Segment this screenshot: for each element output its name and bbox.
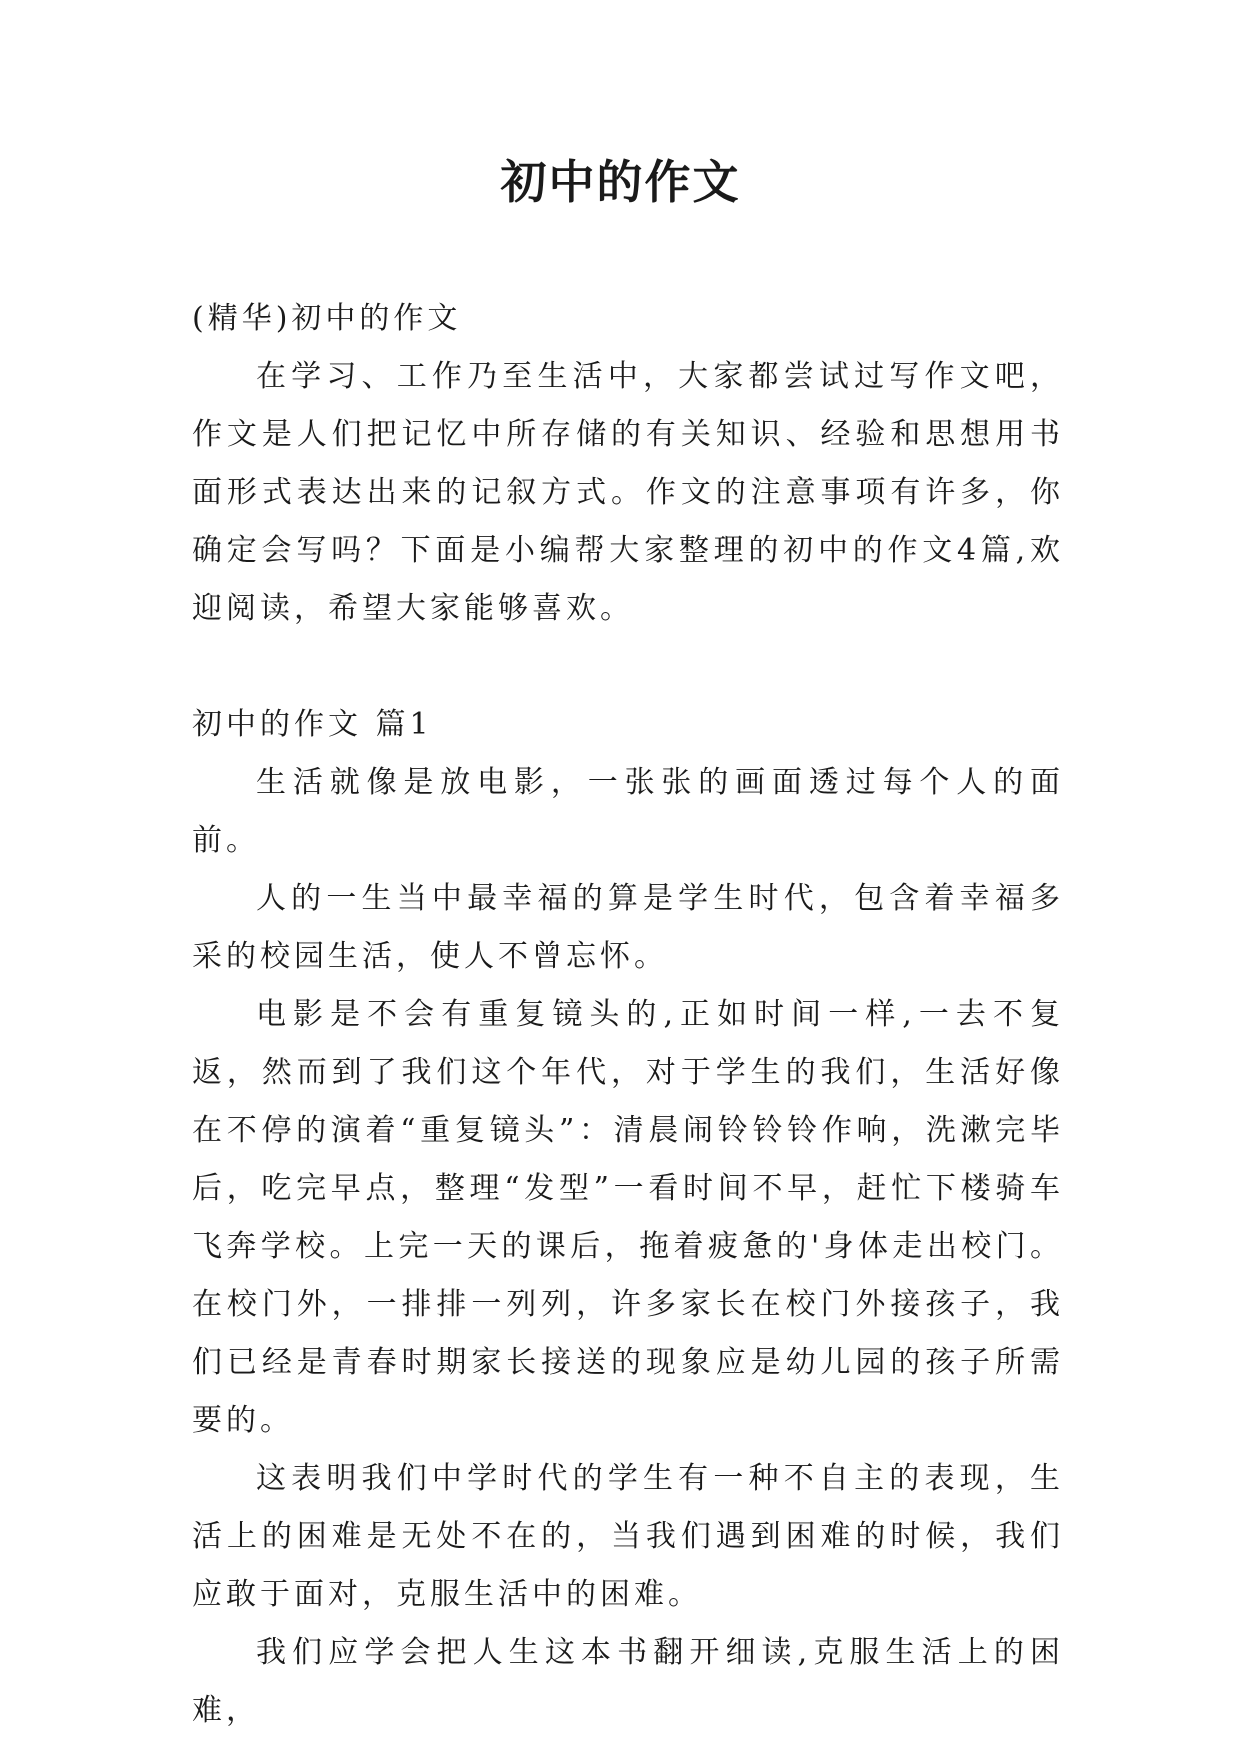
document-title: 初中的作文 bbox=[500, 155, 741, 209]
body-paragraph: 电影是不会有重复镜头的,正如时间一样,一去不复返，然而到了我们这个年代，对于学生的我们，生活好像在不停的演着“重复镜头”：清晨闹铃铃铃作响，洗漱完毕后，吃完早点，整理“发型”一看时间不早，赶忙下楼骑车飞奔学校。上完一天的课后，拖着疲惫的'身体走出校门。在校门外，一排排一列列，许多家长在校门外接孩子，我们已经是青春时期家长接送的现象应是幼儿园的孩子所需要的。 bbox=[192, 997, 1064, 1438]
body-paragraph: 这表明我们中学时代的学生有一种不自主的表现，生活上的困难是无处不在的，当我们遇到困难的时候，我们应敢于面对，克服生活中的困难。 bbox=[192, 1461, 1064, 1612]
body-paragraph: 生活就像是放电影，一张张的画面透过每个人的面前。 bbox=[192, 765, 1064, 858]
document-subtitle: (精华)初中的作文 bbox=[192, 301, 462, 336]
body-paragraph: 我们应学会把人生这本书翻开细读,克服生活上的困难， bbox=[192, 1635, 1064, 1728]
section-spacer bbox=[192, 638, 1064, 696]
intro-paragraph: 在学习、工作乃至生活中，大家都尝试过写作文吧，作文是人们把记忆中所存储的有关知识、经验和思想用书面形式表达出来的记叙方式。作文的注意事项有许多，你确定会写吗？下面是小编帮大家整理的初中的作文4篇,欢迎阅读，希望大家能够喜欢。 bbox=[192, 359, 1064, 626]
section-heading: 初中的作文 篇1 bbox=[192, 707, 433, 742]
document-body bbox=[192, 290, 1064, 1740]
body-paragraph: 人的一生当中最幸福的算是学生时代，包含着幸福多采的校园生活，使人不曾忘怀。 bbox=[192, 881, 1064, 974]
